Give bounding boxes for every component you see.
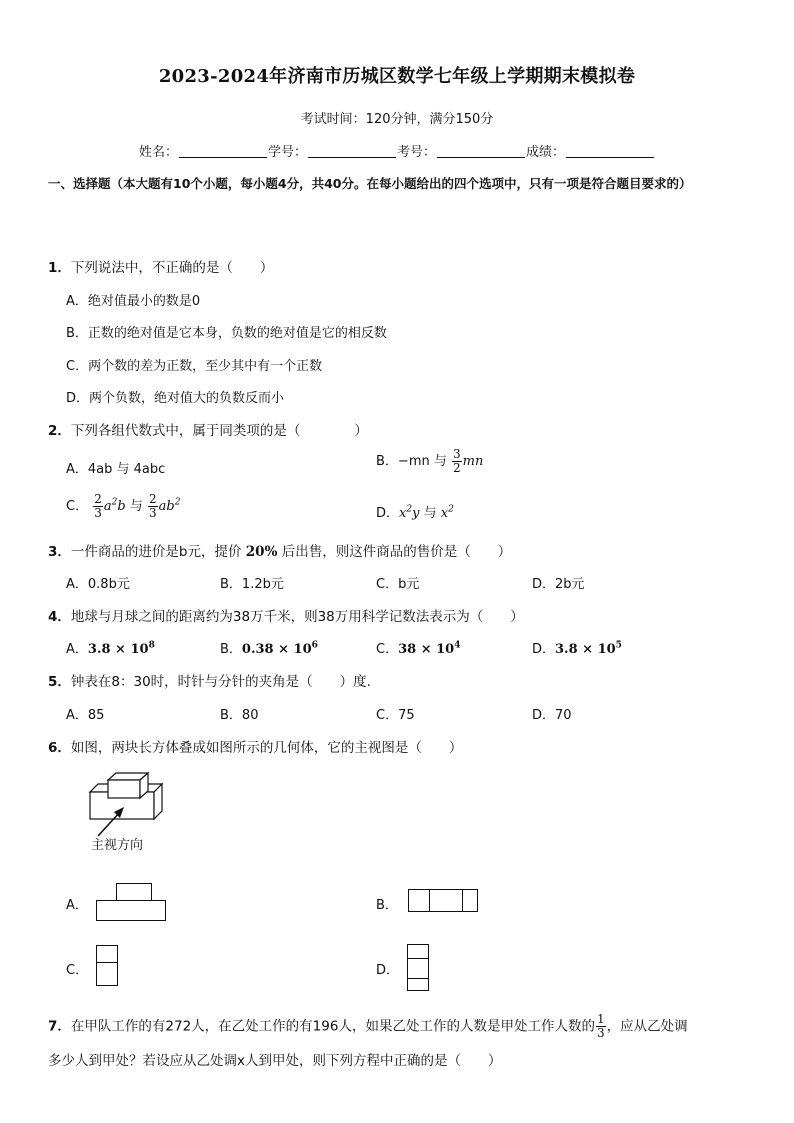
q2-option-a: [66, 458, 165, 477]
q7-stem-line-2: 多少人到甲处？若设应从乙处调x人到甲处，则下列方程中正确的是（ ）: [48, 1053, 502, 1069]
q1-number: 1．: [48, 260, 71, 276]
q7-stem-b: ，应从乙处调: [606, 1018, 688, 1035]
q5-number: 5．: [48, 674, 71, 690]
q1-option-c: C．两个数的差为正数，至少其中有一个正数: [66, 359, 323, 374]
q6-option-a-label: A．: [66, 898, 88, 913]
q6-option-d-divider-1: [407, 958, 429, 959]
q4-option-b: [220, 638, 318, 657]
q6-option-d-label: D．: [376, 963, 400, 978]
q4-option-a-exp: 8: [148, 640, 155, 651]
q4-option-b-exp: 6: [311, 640, 318, 651]
q2-b-denominator: 2: [453, 461, 461, 475]
q6-option-a-top-rect: [116, 883, 152, 901]
q2-option-c-fraction-2: [148, 493, 158, 520]
name-blank[interactable]: [179, 144, 267, 158]
q6-figure-label: 主视方向: [91, 838, 144, 853]
q2-option-c-fraction-1: [93, 493, 103, 520]
q3-option-d: D．2b元: [532, 577, 585, 592]
q7-number: 7．: [48, 1018, 71, 1035]
q5-option-c: C．75: [376, 708, 415, 723]
q4-option-c-base: 38 × 10: [398, 642, 455, 657]
q2-option-b-fraction: [452, 448, 462, 475]
q4-number: 4．: [48, 609, 71, 625]
q2-c-numerator-1: 2: [94, 492, 102, 506]
q4-option-d: [532, 638, 622, 657]
q2-c-denominator-2: 3: [148, 506, 157, 520]
exam-info: 考试时间：120分钟，满分150分: [300, 112, 494, 127]
q6-option-c-rect: [96, 945, 118, 986]
q1-option-d: D．两个负数，绝对值大的负数反而小: [66, 391, 285, 406]
q7-stem-a: 在甲队工作的有272人，在乙处工作的有196人，如果乙处工作的人数是甲处工作人数的: [70, 1018, 595, 1035]
q3-stem-b: 后出售，则这件商品的售价是（ ）: [281, 544, 512, 560]
q3-option-b: B．1.2b元: [220, 577, 284, 592]
q2-c-numerator-2: 2: [148, 492, 157, 506]
q2-option-b-pre: −mn 与: [397, 454, 447, 469]
q2-b-numerator: 3: [453, 447, 461, 461]
q2-option-d-label: D．: [376, 506, 400, 521]
q3-percent: 20%: [245, 544, 278, 560]
q1-option-b: B．正数的绝对值是它本身，负数的绝对值是它的相反数: [66, 326, 387, 341]
q4-option-b-label: B．: [220, 642, 242, 657]
score-blank[interactable]: [566, 144, 654, 158]
q2-option-b-label: B．: [376, 454, 398, 469]
q2-option-a-text: 4ab 与 4abc: [87, 462, 166, 477]
q2-d-term-1: $x^2y$: [399, 504, 420, 521]
page-title: 2023-2024年济南市历城区数学七年级上学期期末模拟卷: [158, 66, 636, 87]
q2-number: 2．: [48, 423, 71, 439]
q2-c-term-2: $ab^2$: [158, 497, 181, 514]
q6-stem-text: 如图，两块长方体叠成如图所示的几何体，它的主视图是（ ）: [70, 740, 463, 756]
q7-fraction: [596, 1013, 606, 1040]
q7-numerator: 1: [596, 1012, 605, 1026]
section-heading: 一、选择题（本大题有10个小题，每小题4分，共40分。在每小题给出的四个选项中，只有一项是符合题目要求的）: [48, 176, 692, 191]
q5-option-b: B．80: [220, 708, 259, 723]
q2-option-d-mid: 与: [423, 506, 437, 521]
q4-option-a-base: 3.8 × 10: [87, 642, 149, 657]
q6-option-d-divider-2: [407, 978, 429, 979]
q6-option-d-rect: [407, 944, 429, 991]
q1-option-a: A．绝对值最小的数是0: [66, 294, 201, 309]
q2-option-c: [66, 493, 180, 520]
q6-number: 6．: [48, 740, 71, 756]
q6-option-b-divider-2: [462, 889, 463, 912]
q2-option-c-mid: 与: [129, 499, 143, 514]
q2-option-d: [376, 502, 454, 521]
name-label: 姓名：: [138, 145, 178, 160]
q3-option-a: A．0.8b元: [66, 577, 130, 592]
q5-option-d: D．70: [532, 708, 572, 723]
q4-option-d-exp: 5: [615, 640, 622, 651]
q1-stem: [48, 256, 273, 276]
exam-id-blank[interactable]: [437, 144, 525, 158]
q2-stem: [48, 419, 368, 439]
q5-stem: [48, 670, 371, 690]
q6-option-b-label: B．: [376, 898, 398, 913]
q4-option-d-base: 3.8 × 10: [555, 642, 616, 657]
q4-option-c-label: C．: [376, 642, 399, 657]
q6-stem: [48, 736, 462, 756]
q7-stem-line-1: [48, 1013, 688, 1040]
q4-stem-text: 地球与月球之间的距离约为38万千米，则38万用科学记数法表示为（ ）: [70, 609, 524, 625]
q3-stem: [48, 540, 511, 560]
q2-d-term-2: $x^2$: [440, 504, 454, 521]
q3-number: 3．: [48, 544, 71, 560]
q4-option-b-base: 0.38 × 10: [241, 642, 312, 657]
score-label: 成绩：: [526, 145, 566, 160]
q3-option-c: C．b元: [376, 577, 420, 592]
exam-id-label: 考号：: [397, 145, 437, 160]
q2-c-denominator-1: 3: [94, 506, 102, 520]
q2-option-b-post: mn: [462, 454, 484, 469]
q5-option-a: A．85: [66, 708, 105, 723]
q4-option-a: [66, 638, 155, 657]
q3-stem-a: 一件商品的进价是b元，提价: [70, 544, 242, 560]
student-info-line: [0, 141, 794, 160]
student-id-label: 学号：: [267, 145, 307, 160]
q6-option-b-divider-1: [429, 889, 430, 912]
q6-option-b-rect: [408, 889, 478, 912]
q6-option-c-label: C．: [66, 963, 89, 978]
q7-denominator: 3: [596, 1026, 605, 1040]
q2-option-b: [376, 448, 483, 475]
q6-option-a-bottom-rect: [96, 900, 166, 921]
q2-stem-text: 下列各组代数式中，属于同类项的是（ ）: [70, 423, 368, 439]
top-block-front-face: [108, 780, 140, 798]
q4-option-c-exp: 4: [454, 640, 461, 651]
q2-option-a-label: A．: [66, 462, 88, 477]
q2-c-term-1: $a^2b$: [103, 497, 126, 514]
q1-stem-text: 下列说法中，不正确的是（ ）: [70, 260, 274, 276]
q4-option-c: [376, 638, 460, 657]
q4-option-d-label: D．: [532, 642, 556, 657]
q6-option-c-divider: [96, 962, 118, 963]
q5-stem-text: 钟表在8：30时，时针与分针的夹角是（ ）度.: [70, 674, 371, 690]
student-id-blank[interactable]: [308, 144, 396, 158]
q4-option-a-label: A．: [66, 642, 88, 657]
q2-option-c-label: C．: [66, 499, 89, 514]
q4-stem: [48, 605, 524, 625]
